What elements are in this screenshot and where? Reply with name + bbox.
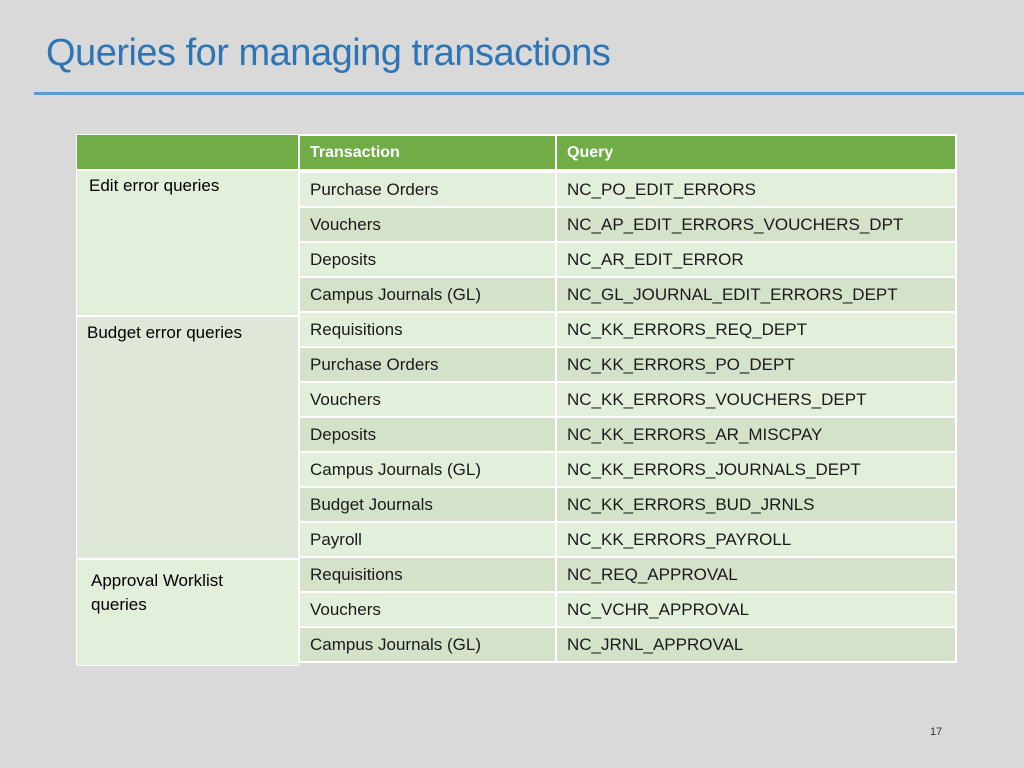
transaction-cell: Vouchers (299, 382, 556, 417)
query-cell: NC_KK_ERRORS_PAYROLL (556, 522, 956, 557)
page-number: 17 (930, 726, 943, 738)
table-row (299, 557, 956, 592)
transaction-cell: Campus Journals (GL) (299, 277, 556, 312)
slide-title: Queries for managing transactions (46, 32, 611, 74)
column-header-transaction: Transaction (299, 135, 556, 171)
table-row (299, 592, 956, 627)
query-cell: NC_AR_EDIT_ERROR (556, 242, 956, 277)
query-cell: NC_REQ_APPROVAL (556, 557, 956, 592)
table-row (299, 522, 956, 557)
transaction-cell: Purchase Orders (299, 171, 556, 207)
query-cell: NC_KK_ERRORS_VOUCHERS_DEPT (556, 382, 956, 417)
table-header-row (299, 135, 956, 171)
table-body (299, 171, 956, 662)
transaction-cell: Vouchers (299, 592, 556, 627)
query-cell: NC_KK_ERRORS_REQ_DEPT (556, 312, 956, 347)
transaction-cell: Campus Journals (GL) (299, 627, 556, 662)
table-row (299, 277, 956, 312)
table-row (299, 382, 956, 417)
table-row (299, 312, 956, 347)
category-budget-error-queries (76, 316, 299, 559)
category-label: Budget error queries (87, 323, 242, 342)
query-cell: NC_PO_EDIT_ERRORS (556, 171, 956, 207)
transaction-cell: Deposits (299, 417, 556, 452)
transaction-cell: Budget Journals (299, 487, 556, 522)
transaction-cell: Purchase Orders (299, 347, 556, 382)
category-approval-worklist-queries (76, 559, 299, 666)
title-underline (34, 92, 1024, 95)
category-label: Edit error queries (89, 176, 220, 195)
table-row (299, 452, 956, 487)
query-cell: NC_AP_EDIT_ERRORS_VOUCHERS_DPT (556, 207, 956, 242)
table-row (299, 171, 956, 207)
query-cell: NC_JRNL_APPROVAL (556, 627, 956, 662)
query-cell: NC_KK_ERRORS_PO_DEPT (556, 347, 956, 382)
transaction-cell: Vouchers (299, 207, 556, 242)
category-header-cell (76, 134, 299, 170)
table-row (299, 242, 956, 277)
column-header-query: Query (556, 135, 956, 171)
transaction-cell: Campus Journals (GL) (299, 452, 556, 487)
transaction-cell: Payroll (299, 522, 556, 557)
transaction-cell: Requisitions (299, 312, 556, 347)
table-row (299, 347, 956, 382)
category-label-line1: Approval Worklist (91, 571, 223, 590)
table-row (299, 487, 956, 522)
query-cell: NC_KK_ERRORS_AR_MISCPAY (556, 417, 956, 452)
category-label-line2: queries (91, 595, 147, 614)
transaction-cell: Requisitions (299, 557, 556, 592)
query-cell: NC_KK_ERRORS_BUD_JRNLS (556, 487, 956, 522)
query-cell: NC_GL_JOURNAL_EDIT_ERRORS_DEPT (556, 277, 956, 312)
transaction-cell: Deposits (299, 242, 556, 277)
transactions-table (298, 134, 957, 663)
table-row (299, 627, 956, 662)
category-edit-error-queries (76, 170, 299, 316)
table-row (299, 207, 956, 242)
query-cell: NC_KK_ERRORS_JOURNALS_DEPT (556, 452, 956, 487)
table-row (299, 417, 956, 452)
query-cell: NC_VCHR_APPROVAL (556, 592, 956, 627)
